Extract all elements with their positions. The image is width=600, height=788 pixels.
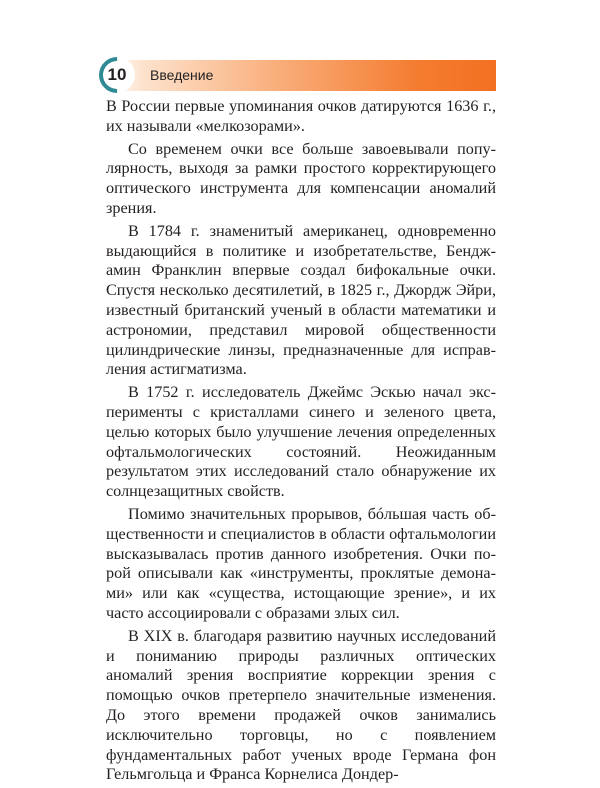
paragraph-6: В XIX в. благодаря развитию научных исследований и пониманию природы различных оптических аномалий зрения восприятие коррекции зрения с помощью очков претерпело значительные изменения. До этого времени продажей очков занимались исключительно торговцы, но с появлением фундаментальных работ ученых вроде Германа фон Гельмгольца и Франса Корнелиса Дондер-	[106, 626, 496, 784]
paragraph-5: Помимо значительных прорывов, бóльшая часть общественности и специалистов в области офтальмологии высказывалась против данного изобретения. Очки порой описывали как «инструменты, проклятые демонами» или как «существа, истощающие зрение», и их часто ассоциировали с образами злых сил.	[106, 504, 496, 622]
paragraph-4: В 1752 г. исследователь Джеймс Эскью начал эксперименты с кристаллами синего и зеленого цвета, целью которых было улучшение лечения определенных офтальмологических состояний. Неожиданным результатом этих исследований стало обнаружение их солнцезащитных свойств.	[106, 383, 496, 501]
page-number: 10	[107, 65, 127, 84]
paragraph-3: В 1784 г. знаменитый американец, одновременно выдающийся в политике и изобретательстве, Бенджамин Франклин впервые создал бифокальные очки. Спустя несколько десятилетий, в 1825 г., Джордж Эйри, известный британский ученый в области математики и астрономии, представил мировой общественности цилиндрические линзы, предназначенные для исправления астигматизма.	[106, 221, 496, 379]
section-title: Введение	[150, 67, 214, 83]
paragraph-2: Со временем очки все больше завоевывали популярность, выходя за рамки простого корректирующего оптического инструмента для компенсации аномалий зрения.	[106, 139, 496, 217]
paragraph-1: В России первые упоминания очков датируются 1636 г., их называли «мелкозорами».	[106, 97, 496, 135]
body-text	[106, 97, 496, 788]
